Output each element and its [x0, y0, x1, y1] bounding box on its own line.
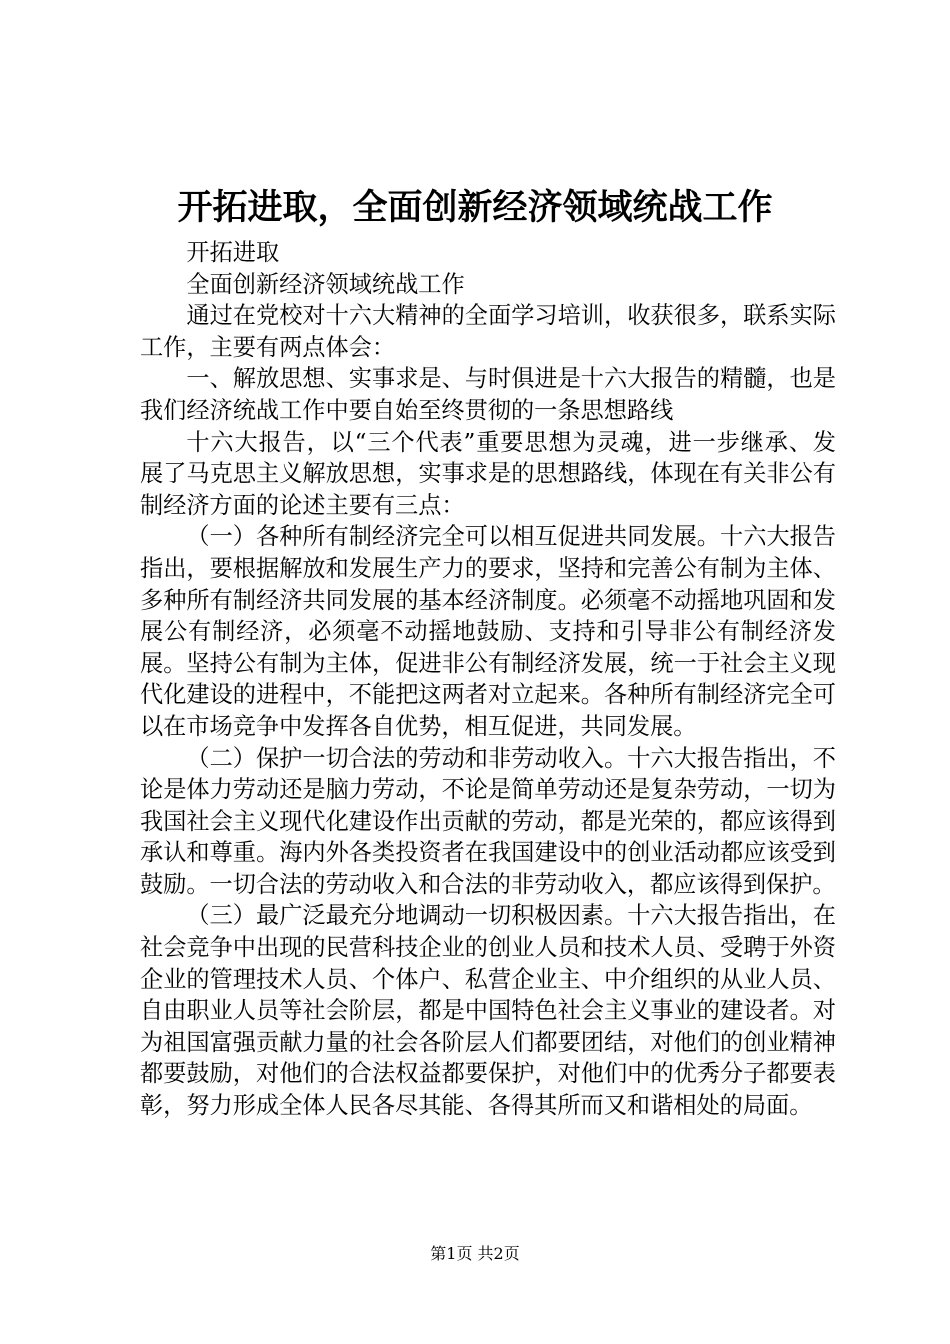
paragraph-heading-1: 开拓进取: [186, 239, 280, 266]
paragraph-item-3: （三）最广泛最充分地调动一切积极因素。十六大报告指出，在社会竞争中出现的民营科技企业的创业人员和技术人员、受聘于外资企业的管理技术人员、个体户、私营企业主、中介组织的从业人员、自由职业人员等社会阶层，都是中国特色社会主义事业的建设者。对为祖国富强贡献力量的社会各阶层人们都要团结，对他们的创业精神都要鼓励，对他们的合法权益都要保护，对他们中的优秀分子都要表彰，努力形成全体人民各尽其能、各得其所而又和谐相处的局面。: [140, 902, 836, 1120]
paragraph-item-1: （一）各种所有制经济完全可以相互促进共同发展。十六大报告指出，要根据解放和发展生产力的要求，坚持和完善公有制为主体、多种所有制经济共同发展的基本经济制度。必须毫不动摇地巩固和发展公有制经济，必须毫不动摇地鼓励、支持和引导非公有制经济发展。坚持公有制为主体，促进非公有制经济发展，统一于社会主义现代化建设的进程中，不能把这两者对立起来。各种所有制经济完全可以在市场竞争中发挥各自优势，相互促进，共同发展。: [140, 523, 836, 740]
paragraph-heading-2: 全面创新经济领域统战工作: [186, 270, 465, 298]
paragraph-point-one: 一、解放思想、实事求是、与时俱进是十六大报告的精髓，也是我们经济统战工作中要自始至终贯彻的一条思想路线: [140, 365, 836, 424]
document-title: 开拓进取，全面创新经济领域统战工作: [177, 187, 773, 228]
paragraph-report-summary: 十六大报告，以“三个代表”重要思想为灵魂，进一步继承、发展了马克思主义解放思想，实事求是的思想路线，体现在有关非公有制经济方面的论述主要有三点：: [140, 428, 836, 519]
paragraph-item-2: （二）保护一切合法的劳动和非劳动收入。十六大报告指出，不论是体力劳动还是脑力劳动，不论是简单劳动还是复杂劳动，一切为我国社会主义现代化建设作出贡献的劳动，都是光荣的，都应该得到承认和尊重。海内外各类投资者在我国建设中的创业活动都应该受到鼓励。一切合法的劳动收入和合法的非劳动收入，都应该得到保护。: [140, 744, 836, 898]
page-number-footer: 第1页 共2页: [430, 1244, 520, 1263]
paragraph-intro: 通过在党校对十六大精神的全面学习培训，收获很多，联系实际工作，主要有两点体会：: [140, 302, 836, 361]
document-body: [140, 237, 836, 1122]
